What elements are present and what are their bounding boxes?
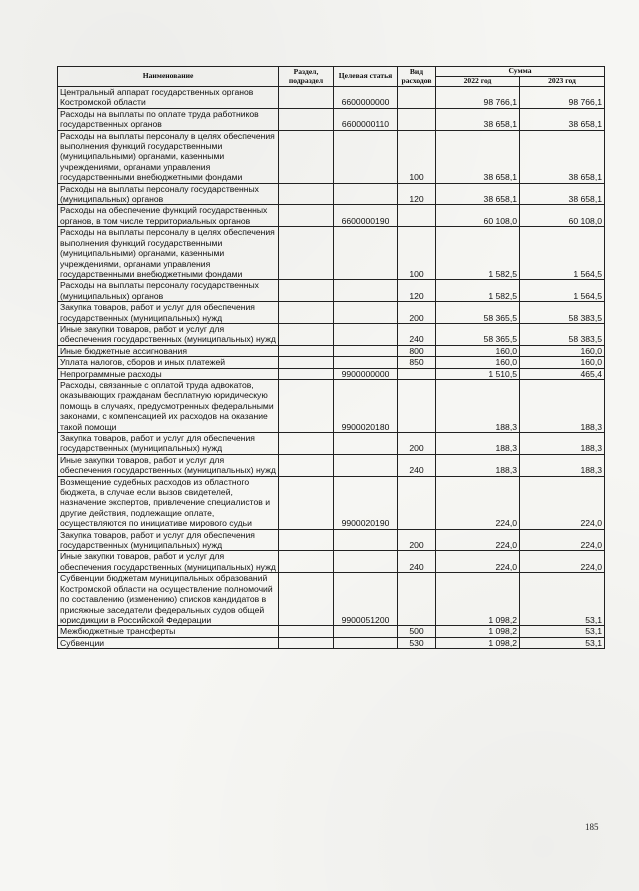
- cell-section: [279, 345, 334, 356]
- cell-sum-2022: 224,0: [436, 476, 520, 529]
- table-row: [58, 529, 605, 551]
- cell-sum-2022: 1 098,2: [436, 637, 520, 648]
- cell-section: [279, 573, 334, 626]
- header-section: Раздел, подраздел: [279, 67, 334, 87]
- cell-article: [334, 280, 398, 302]
- cell-name: Расходы, связанные с оплатой труда адвокатов, оказывающих гражданам бесплатную юридическую помощь в случаях, предусмотренных федеральными законами, с компенсацией их расходов на оказание такой помощи: [58, 379, 279, 432]
- cell-article: [334, 637, 398, 648]
- cell-sum-2023: 38 658,1: [520, 130, 605, 183]
- cell-type: [398, 205, 436, 227]
- cell-name: Закупка товаров, работ и услуг для обеспечения государственных (муниципальных) нужд: [58, 302, 279, 324]
- table-row: [58, 87, 605, 109]
- cell-type: 200: [398, 433, 436, 455]
- cell-sum-2023: 188,3: [520, 433, 605, 455]
- table-row: [58, 357, 605, 368]
- cell-article: [334, 345, 398, 356]
- header-year-2022: 2022 год: [436, 77, 520, 87]
- cell-type: 500: [398, 626, 436, 637]
- header-type: Вид расходов: [398, 67, 436, 87]
- cell-sum-2023: 58 383,5: [520, 302, 605, 324]
- table-row: [58, 368, 605, 379]
- cell-section: [279, 626, 334, 637]
- cell-name: Иные закупки товаров, работ и услуг для обеспечения государственных (муниципальных) нужд: [58, 551, 279, 573]
- cell-article: [334, 302, 398, 324]
- cell-sum-2022: 1 582,5: [436, 280, 520, 302]
- header-name: Наименование: [58, 67, 279, 87]
- cell-type: 240: [398, 323, 436, 345]
- cell-section: [279, 130, 334, 183]
- cell-sum-2022: 60 108,0: [436, 205, 520, 227]
- cell-name: Иные закупки товаров, работ и услуг для обеспечения государственных (муниципальных) нужд: [58, 323, 279, 345]
- cell-sum-2022: 188,3: [436, 433, 520, 455]
- cell-name: Закупка товаров, работ и услуг для обеспечения государственных (муниципальных) нужд: [58, 529, 279, 551]
- cell-sum-2022: 38 658,1: [436, 183, 520, 205]
- cell-article: [334, 323, 398, 345]
- cell-section: [279, 454, 334, 476]
- cell-section: [279, 368, 334, 379]
- cell-type: 240: [398, 454, 436, 476]
- cell-sum-2023: 98 766,1: [520, 87, 605, 109]
- cell-article: 9900051200: [334, 573, 398, 626]
- cell-type: [398, 476, 436, 529]
- cell-sum-2022: 58 365,5: [436, 323, 520, 345]
- cell-sum-2023: 188,3: [520, 379, 605, 432]
- cell-name: Непрограммные расходы: [58, 368, 279, 379]
- cell-sum-2023: 224,0: [520, 529, 605, 551]
- cell-sum-2023: 465,4: [520, 368, 605, 379]
- cell-sum-2022: 1 510,5: [436, 368, 520, 379]
- cell-name: Расходы на выплаты по оплате труда работников государственных органов: [58, 108, 279, 130]
- table-row: [58, 476, 605, 529]
- cell-name: Центральный аппарат государственных органов Костромской области: [58, 87, 279, 109]
- cell-type: [398, 368, 436, 379]
- cell-section: [279, 183, 334, 205]
- cell-sum-2022: 98 766,1: [436, 87, 520, 109]
- table-row: [58, 345, 605, 356]
- cell-name: Иные бюджетные ассигнования: [58, 345, 279, 356]
- cell-sum-2023: 53,1: [520, 573, 605, 626]
- cell-name: Закупка товаров, работ и услуг для обеспечения государственных (муниципальных) нужд: [58, 433, 279, 455]
- cell-article: 9900000000: [334, 368, 398, 379]
- cell-name: Уплата налогов, сборов и иных платежей: [58, 357, 279, 368]
- header-sum: Сумма: [436, 67, 605, 77]
- cell-name: Субвенции: [58, 637, 279, 648]
- cell-section: [279, 551, 334, 573]
- cell-sum-2023: 38 658,1: [520, 108, 605, 130]
- cell-sum-2023: 1 564,5: [520, 227, 605, 280]
- cell-sum-2022: 1 098,2: [436, 573, 520, 626]
- table-row: [58, 573, 605, 626]
- table-row: [58, 280, 605, 302]
- cell-article: 9900020180: [334, 379, 398, 432]
- header-article: Целевая статья: [334, 67, 398, 87]
- cell-section: [279, 323, 334, 345]
- cell-name: Расходы на выплаты персоналу государственных (муниципальных) органов: [58, 280, 279, 302]
- table-row: [58, 379, 605, 432]
- cell-name: Субвенции бюджетам муниципальных образований Костромской области на осуществление полномочий по составлению (изменению) списков кандидатов в присяжные заседатели федеральных судов общей юрисдикции в Российской Федерации: [58, 573, 279, 626]
- cell-sum-2023: 224,0: [520, 476, 605, 529]
- cell-sum-2022: 1 098,2: [436, 626, 520, 637]
- cell-article: [334, 529, 398, 551]
- cell-sum-2022: 1 582,5: [436, 227, 520, 280]
- cell-section: [279, 379, 334, 432]
- table-row: [58, 626, 605, 637]
- table-header: [58, 67, 605, 87]
- cell-sum-2022: 188,3: [436, 379, 520, 432]
- cell-name: Расходы на выплаты персоналу в целях обеспечения выполнения функций государственными (муниципальными) органами, казенными учреждениями, органами управления государственными внебюджетными фондами: [58, 227, 279, 280]
- cell-sum-2023: 1 564,5: [520, 280, 605, 302]
- cell-section: [279, 637, 334, 648]
- cell-sum-2023: 160,0: [520, 357, 605, 368]
- cell-sum-2023: 53,1: [520, 637, 605, 648]
- cell-article: 6600000190: [334, 205, 398, 227]
- cell-type: 120: [398, 183, 436, 205]
- cell-article: [334, 454, 398, 476]
- cell-type: 100: [398, 130, 436, 183]
- cell-section: [279, 108, 334, 130]
- cell-section: [279, 205, 334, 227]
- cell-type: 200: [398, 529, 436, 551]
- table-row: [58, 183, 605, 205]
- cell-section: [279, 433, 334, 455]
- cell-type: [398, 379, 436, 432]
- cell-sum-2023: 188,3: [520, 454, 605, 476]
- table-row: [58, 205, 605, 227]
- cell-sum-2023: 58 383,5: [520, 323, 605, 345]
- cell-type: 530: [398, 637, 436, 648]
- cell-name: Расходы на выплаты персоналу государственных (муниципальных) органов: [58, 183, 279, 205]
- cell-type: 200: [398, 302, 436, 324]
- cell-article: [334, 357, 398, 368]
- cell-type: [398, 87, 436, 109]
- cell-sum-2023: 38 658,1: [520, 183, 605, 205]
- cell-section: [279, 529, 334, 551]
- table-body: [58, 87, 605, 649]
- cell-article: [334, 626, 398, 637]
- cell-sum-2023: 160,0: [520, 345, 605, 356]
- table-row: [58, 454, 605, 476]
- cell-article: [334, 551, 398, 573]
- cell-section: [279, 476, 334, 529]
- cell-name: Межбюджетные трансферты: [58, 626, 279, 637]
- cell-sum-2022: 38 658,1: [436, 108, 520, 130]
- cell-type: 800: [398, 345, 436, 356]
- cell-sum-2023: 224,0: [520, 551, 605, 573]
- cell-sum-2022: 160,0: [436, 345, 520, 356]
- cell-section: [279, 302, 334, 324]
- table-row: [58, 227, 605, 280]
- cell-sum-2022: 38 658,1: [436, 130, 520, 183]
- table-row: [58, 108, 605, 130]
- cell-type: 120: [398, 280, 436, 302]
- table-row: [58, 302, 605, 324]
- table-row: [58, 433, 605, 455]
- cell-sum-2023: 60 108,0: [520, 205, 605, 227]
- cell-sum-2022: 224,0: [436, 551, 520, 573]
- budget-table: [57, 66, 605, 649]
- cell-type: 850: [398, 357, 436, 368]
- cell-article: 6600000110: [334, 108, 398, 130]
- cell-section: [279, 87, 334, 109]
- cell-type: 240: [398, 551, 436, 573]
- cell-type: 100: [398, 227, 436, 280]
- table-row: [58, 551, 605, 573]
- cell-sum-2022: 160,0: [436, 357, 520, 368]
- header-year-2023: 2023 год: [520, 77, 605, 87]
- cell-section: [279, 227, 334, 280]
- cell-sum-2022: 224,0: [436, 529, 520, 551]
- cell-article: 9900020190: [334, 476, 398, 529]
- cell-article: [334, 183, 398, 205]
- cell-section: [279, 357, 334, 368]
- cell-article: [334, 227, 398, 280]
- cell-section: [279, 280, 334, 302]
- cell-sum-2023: 53,1: [520, 626, 605, 637]
- cell-type: [398, 108, 436, 130]
- cell-article: [334, 433, 398, 455]
- cell-name: Расходы на обеспечение функций государственных органов, в том числе территориальных органов: [58, 205, 279, 227]
- cell-sum-2022: 58 365,5: [436, 302, 520, 324]
- cell-article: 6600000000: [334, 87, 398, 109]
- cell-type: [398, 573, 436, 626]
- cell-name: Иные закупки товаров, работ и услуг для обеспечения государственных (муниципальных) нужд: [58, 454, 279, 476]
- table-row: [58, 323, 605, 345]
- cell-name: Возмещение судебных расходов из областного бюджета, в случае если вызов свидетелей, назначение экспертов, привлечение специалистов и другие действия, подлежащие оплате, осуществляются по инициативе мирового судьи: [58, 476, 279, 529]
- cell-name: Расходы на выплаты персоналу в целях обеспечения выполнения функций государственными (муниципальными) органами, казенными учреждениями, органами управления государственными внебюджетными фондами: [58, 130, 279, 183]
- table-row: [58, 130, 605, 183]
- table-row: [58, 637, 605, 648]
- cell-article: [334, 130, 398, 183]
- page-number: 185: [585, 822, 599, 832]
- cell-sum-2022: 188,3: [436, 454, 520, 476]
